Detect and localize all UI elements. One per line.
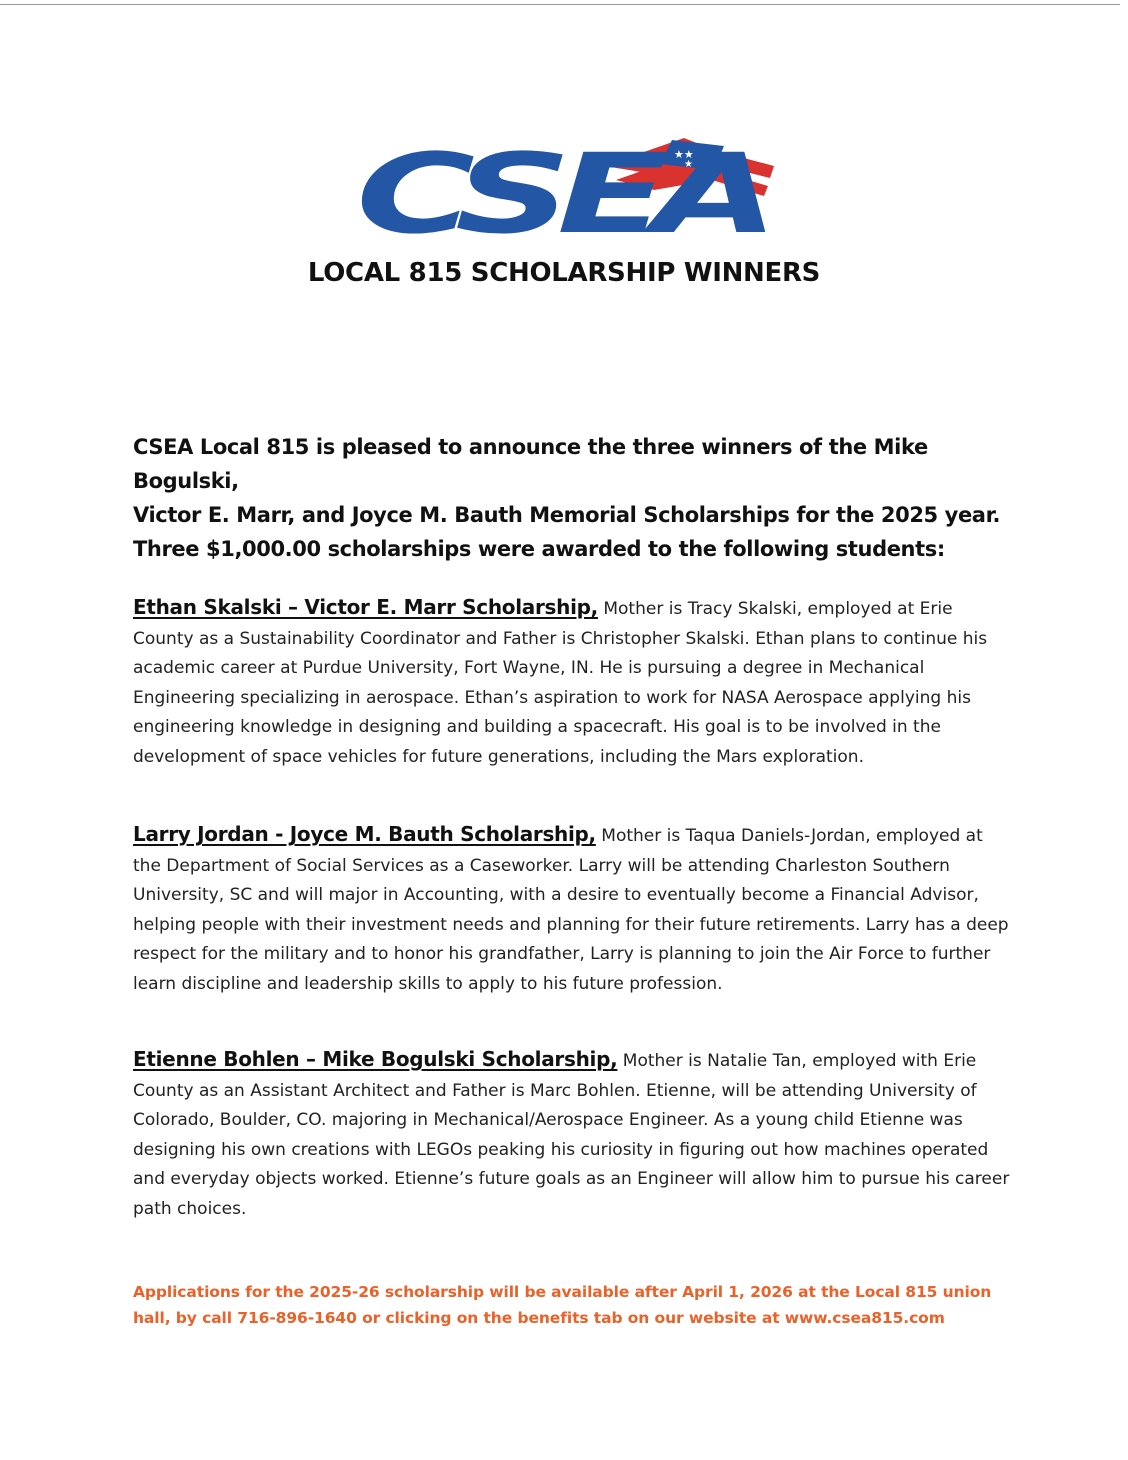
winner-description: Mother is Tracy Skalski, employed at Erie County as a Sustainability Coordinator and Father is Christopher Skalski. Ethan plans to continue his academic career at Purdue University, Fort Wayne, IN. He is pursuing a degree in Mechanical Engineering specializing in aerospace. Ethan’s aspiration to work for NASA Aerospace applying his engineering knowledge in designing and building a spacecraft. His goal is to be involved in the development of space vehicles for future generations, including the Mars exploration. [133, 599, 988, 767]
svg-text:★★: ★★ [674, 148, 694, 161]
csea-logo-wordmark: CSEA [356, 136, 766, 238]
csea-logo [354, 136, 780, 238]
winner-entry [133, 1045, 1013, 1224]
application-notice-line: Applications for the 2025-26 scholarship will be available after April 1, 2026 at the Local 815 union [133, 1283, 992, 1301]
page-top-rule [0, 4, 1120, 5]
winner-description: Mother is Taqua Daniels-Jordan, employed at the Department of Social Services as a Caseworker. Larry will be attending Charleston Southern University, SC and will major in Accounting, with a desire to eventually become a Financial Advisor, helping people with their investment needs and planning for their future retirements. Larry has a deep respect for the military and to honor his grandfather, Larry is planning to join the Air Force to further learn discipline and leadership skills to apply to his future profession. [133, 826, 1009, 994]
winner-name: Ethan Skalski – Victor E. Marr Scholarship, [133, 595, 598, 619]
winner-name: Etienne Bohlen – Mike Bogulski Scholarship, [133, 1047, 618, 1071]
winner-description: Mother is Natalie Tan, employed with Erie County as an Assistant Architect and Father is Marc Bohlen. Etienne, will be attending University of Colorado, Boulder, CO. majoring in Mechanical/Aerospace Engineer. As a young child Etienne was designing his own creations with LEGOs peaking his curiosity in figuring out how machines operated and everyday objects worked. Etienne’s future goals as an Engineer will allow him to pursue his career path choices. [133, 1051, 1010, 1219]
intro-line: CSEA Local 815 is pleased to announce the three winners of the Mike Bogulski, [133, 435, 928, 493]
application-notice-line: hall, by call 716-896-1640 or clicking on the benefits tab on our website at www.csea815.com [133, 1309, 945, 1327]
page-title: LOCAL 815 SCHOLARSHIP WINNERS [307, 258, 821, 288]
intro-line: Three $1,000.00 scholarships were awarded to the following students: [133, 537, 945, 561]
winner-name: Larry Jordan - Joyce M. Bauth Scholarship, [133, 822, 596, 846]
winner-entry [133, 593, 1013, 772]
application-notice [133, 1279, 1013, 1331]
intro-paragraph [133, 430, 1013, 566]
winner-entry [133, 820, 1013, 999]
intro-line: Victor E. Marr, and Joyce M. Bauth Memorial Scholarships for the 2025 year. [133, 503, 1001, 527]
svg-text:★: ★ [684, 159, 693, 170]
